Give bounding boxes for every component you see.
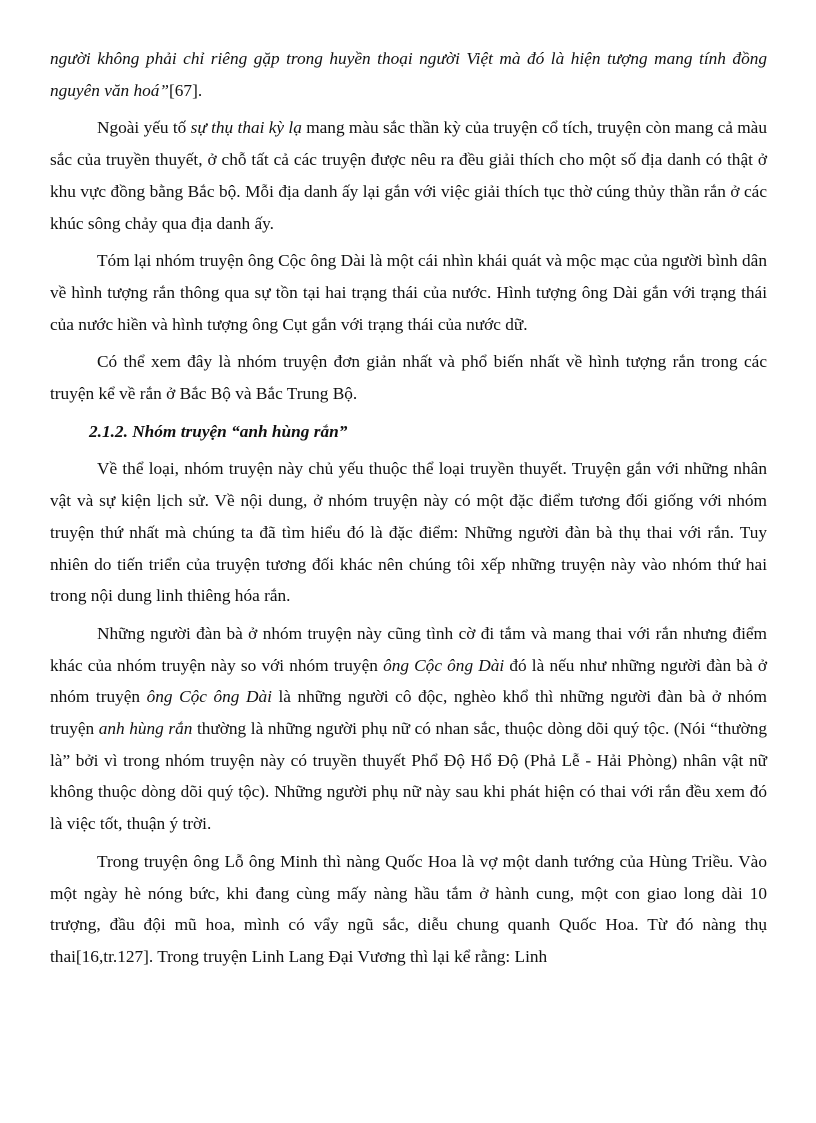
italic-term: sự thụ thai kỳ lạ	[190, 118, 302, 138]
paragraph-4: Có thể xem đây là nhóm truyện đơn giản nhất và phổ biến nhất về hình tượng rắn trong các truyện kể về rắn ở Bắc Bộ và Bắc Trung Bộ.	[50, 352, 767, 404]
text-run: mang màu sắc thần kỳ của truyện cổ tích, truyện còn mang cả màu sắc của truyền thuyết, ở chỗ tất cả các truyện được nêu ra đều giải thích cho một số địa danh có thật ở khu vực đồng bằng Bắc bộ. Mỗi địa danh ấy lại gắn với việc giải thích tục thờ cúng thủy thần rắn ở các khúc sông chảy qua địa danh ấy.	[50, 118, 767, 233]
section-heading: 2.1.2. Nhóm truyện “anh hùng rắn”	[89, 421, 348, 441]
paragraph-7: Trong truyện ông Lỗ ông Minh thì nàng Quốc Hoa là vợ một danh tướng của Hùng Triều. Vào một ngày hè nóng bức, khi đang cùng mấy nàng hầu tắm ở hành cung, một con giao long dài 10 trượng, đầu đội mũ hoa, mình có vẩy ngũ sắc, diễu chung quanh Quốc Hoa. Từ đó nàng thụ thai[16,tr.127]. Trong truyện Linh Lang Đại Vương thì lại kể rằng: Linh	[50, 851, 767, 966]
text-run: thường là những người phụ nữ có nhan sắc, thuộc dòng dõi quý tộc. (Nói “thường là” bởi vì trong nhóm truyện này có truyền thuyết Phổ Độ Hổ Độ (Phả Lễ - Hải Phòng) nhân vật nữ không thuộc dòng dõi quý tộc). Những người phụ nữ này sau khi phát hiện có thai với rắn đều xem đó là việc tốt, thuận ý trời.	[50, 719, 768, 834]
text-run: Ngoài yếu tố	[97, 118, 191, 138]
paragraph-2	[50, 112, 767, 239]
italic-term: ông Cộc ông Dài	[146, 687, 272, 707]
paragraph-6	[50, 618, 767, 840]
text-run: là những người cô độc, nghèo khổ thì những người đàn bà ở nhóm truyện	[50, 687, 767, 739]
citation: [67].	[169, 80, 203, 100]
text-run: Những người đàn bà ở nhóm truyện này cũng tình cờ đi tắm và mang thai với rắn nhưng điểm khác của nhóm truyện này so với nhóm truyện	[50, 623, 767, 675]
italic-term: anh hùng rắn	[98, 719, 193, 739]
paragraph-1	[50, 43, 767, 106]
text-run: đó là nếu như những người đàn bà ở nhóm truyện	[50, 655, 767, 707]
quote-text: người không phải chỉ riêng gặp trong huyền thoại người Việt mà đó là hiện tượng mang tính đồng nguyên văn hoá”	[50, 49, 767, 100]
italic-term: ông Cộc ông Dài	[383, 655, 505, 675]
paragraph-3: Tóm lại nhóm truyện ông Cộc ông Dài là một cái nhìn khái quát và mộc mạc của người bình dân về hình tượng rắn thông qua sự tồn tại hai trạng thái của nước. Hình tượng ông Dài gắn với trạng thái của nước hiền và hình tượng ông Cụt gắn với trạng thái của nước dữ.	[50, 251, 767, 334]
paragraph-5: Về thể loại, nhóm truyện này chủ yếu thuộc thể loại truyền thuyết. Truyện gắn với những nhân vật và sự kiện lịch sử. Về nội dung, ở nhóm truyện này có một đặc điểm tương đối giống với nhóm truyện thứ nhất mà chúng ta đã tìm hiểu đó là đặc điểm: Những người đàn bà thụ thai với rắn. Tuy nhiên do tiến triển của truyện tương đối khác nên chúng tôi xếp những truyện này vào nhóm thứ hai trong nội dung linh thiêng hóa rắn.	[50, 459, 767, 606]
